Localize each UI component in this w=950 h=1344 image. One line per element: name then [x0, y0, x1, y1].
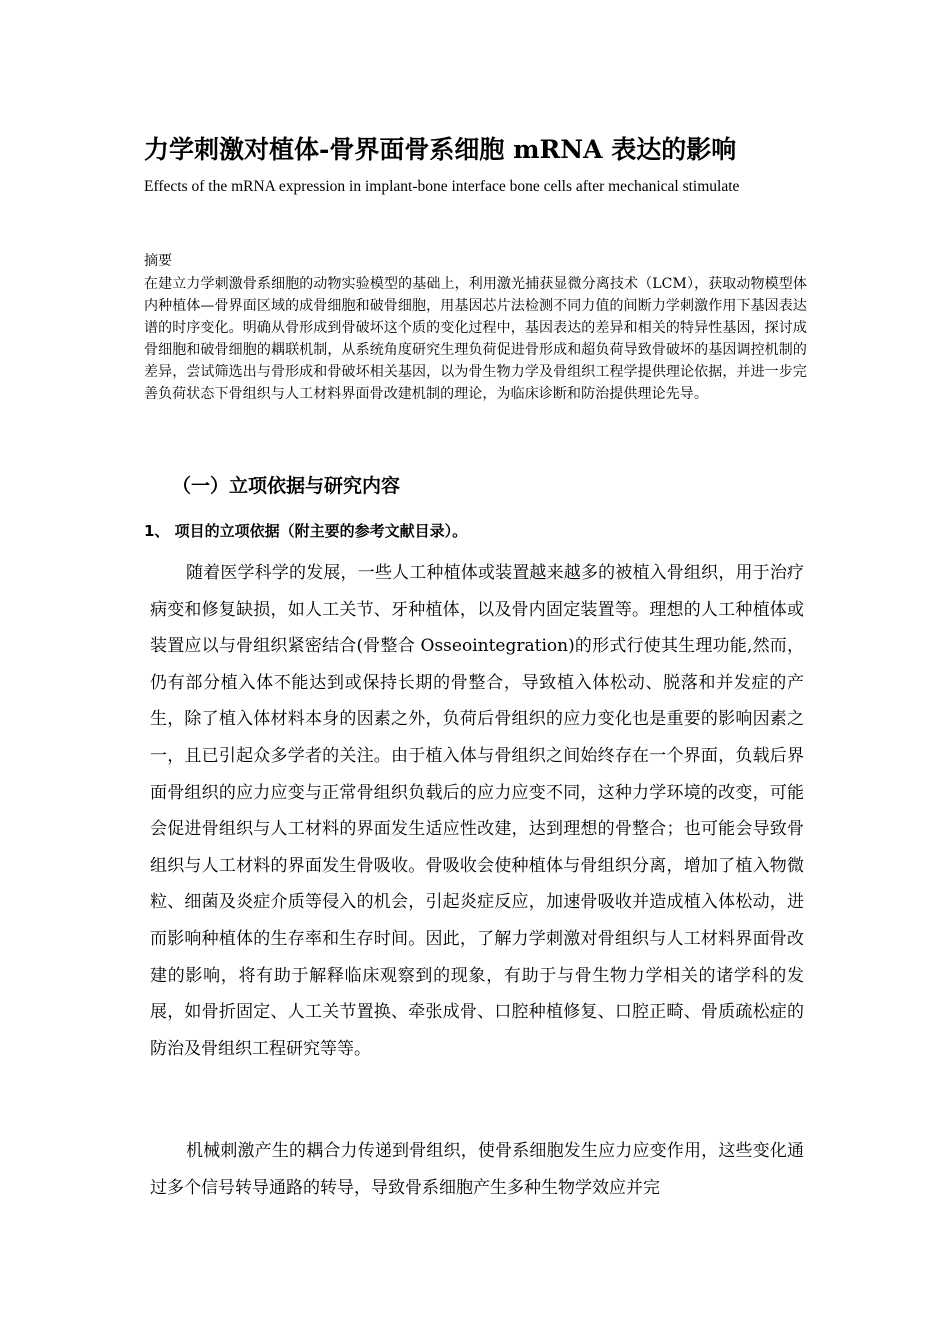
section-heading: （一）立项依据与研究内容: [172, 475, 401, 497]
body-paragraph: 机械刺激产生的耦合力传递到骨组织，使骨系细胞发生应力应变作用，这些变化通过多个信号转导通路的转导，导致骨系细胞产生多种生物学效应并完: [150, 1141, 804, 1198]
document-subtitle: Effects of the mRNA expression in implant-bone interface bone cells after mechanical stimulate: [144, 178, 740, 195]
document-title: 力学刺激对植体-骨界面骨系细胞 mRNA 表达的影响: [144, 135, 737, 164]
abstract-body: 在建立力学刺激骨系细胞的动物实验模型的基础上，利用激光捕获显微分离技术（LCM），获取动物模型体内种植体—骨界面区域的成骨细胞和破骨细胞，用基因芯片法检测不同力值的间断力学刺激作用下基因表达谱的时序变化。明确从骨形成到骨破坏这个质的变化过程中，基因表达的差异和相关的特异性基因，探讨成骨细胞和破骨细胞的耦联机制，从系统角度研究生理负荷促进骨形成和超负荷导致骨破坏的基因调控机制的差异，尝试筛选出与骨形成和骨破坏相关基因，以为骨生物力学及骨组织工程学提供理论依据，并进一步完善负荷状态下骨组织与人工材料界面骨改建机制的理论，为临床诊断和防治提供理论先导。: [144, 276, 807, 402]
abstract-heading: 摘要: [144, 253, 172, 269]
sub-heading: 1、 项目的立项依据（附主要的参考文献目录）。: [144, 522, 468, 540]
body-paragraph: 随着医学科学的发展，一些人工种植体或装置越来越多的被植入骨组织，用于治疗病变和修复缺损，如人工关节、牙种植体，以及骨内固定装置等。理想的人工种植体或装置应以与骨组织紧密结合(骨整合 Osseointegration)的形式行使其生理功能,然而，仍有部分植入体不能达到或保持长期的骨整合，导致植入体松动、脱落和并发症的产生，除了植入体材料本身的因素之外，负荷后骨组织的应力变化也是重要的影响因素之一，且已引起众多学者的关注。由于植入体与骨组织之间始终存在一个界面，负载后界面骨组织的应力应变与正常骨组织负载后的应力应变不同，这种力学环境的改变，可能会促进骨组织与人工材料的界面发生适应性改建，达到理想的骨整合；也可能会导致骨组织与人工材料的界面发生骨吸收。骨吸收会使种植体与骨组织分离，增加了植入物微粒、细菌及炎症介质等侵入的机会，引起炎症反应，加速骨吸收并造成植入体松动，进而影响种植体的生存率和生存时间。因此，了解力学刺激对骨组织与人工材料界面骨改建的影响，将有助于解释临床观察到的现象，有助于与骨生物力学相关的诸学科的发展，如骨折固定、人工关节置换、牵张成骨、口腔种植修复、口腔正畸、骨质疏松症的防治及骨组织工程研究等等。: [150, 563, 804, 1059]
